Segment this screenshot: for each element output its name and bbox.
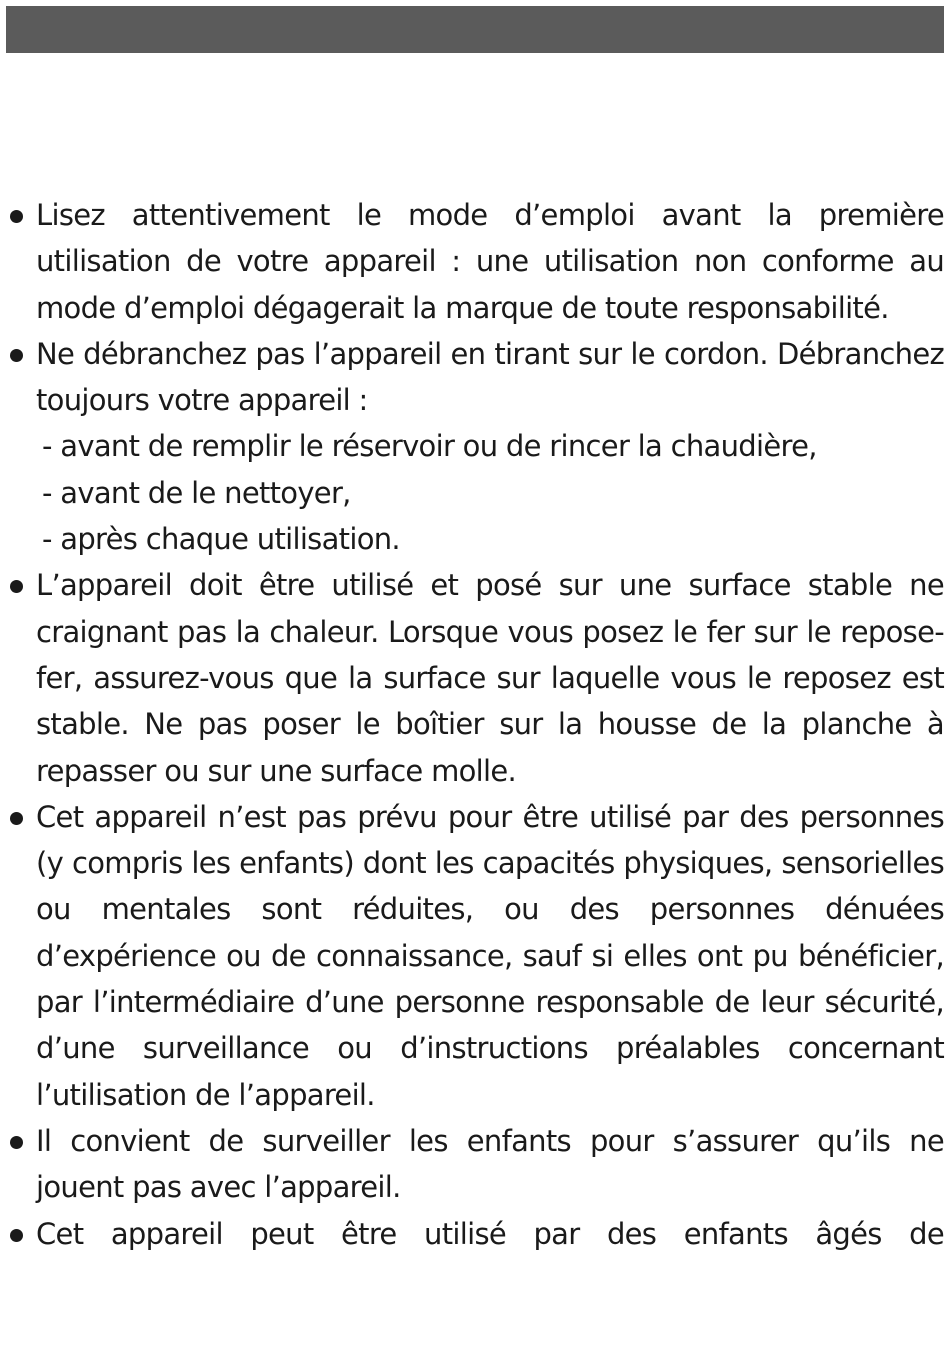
bullet-icon [10,580,23,593]
bullet-icon [10,349,23,362]
list-item [8,1118,944,1211]
list-item-text: Ne débranchez pas l’appareil en tirant sur le cordon. Débranchez toujours votre appareil : [36,336,944,418]
list-item-text: Cet appareil peut être utilisé par des enfants âgés de [36,1216,944,1251]
safety-instructions-list [8,192,944,1257]
list-item [8,794,944,1118]
sub-item: - après chaque utilisation. [42,522,400,557]
header-bar [6,6,944,53]
bullet-icon [10,1136,23,1149]
sub-item: - avant de le nettoyer, [42,475,351,510]
list-item [8,1211,944,1257]
list-item-text: Cet appareil n’est pas prévu pour être utilisé par des personnes (y compris les enfants) dont les capacités physiques, sensorielles ou mentales sont réduites, ou des personnes dénuées d’expérience ou de connaissance, sauf si elles ont pu bénéficier, par l’intermédiaire d’une personne responsable de leur sécurité, d’une surveillance ou d’instructions préalables concernant l’utilisation de l’appareil. [36,799,944,1112]
list-item [8,562,944,793]
sub-item: - avant de remplir le réservoir ou de rincer la chaudière, [42,429,817,464]
list-item [8,331,944,562]
bullet-icon [10,210,23,223]
bullet-icon [10,812,23,825]
bullet-icon [10,1229,23,1242]
list-item [8,192,944,331]
list-item-text: Lisez attentivement le mode d’emploi avant la première utilisation de votre appareil : une utilisation non conforme au mode d’emploi dégagerait la marque de toute responsabilité. [36,198,944,325]
list-item-text: Il convient de surveiller les enfants pour s’assurer qu’ils ne jouent pas avec l’appareil. [36,1123,944,1205]
list-item-text: L’appareil doit être utilisé et posé sur une surface stable ne craignant pas la chaleur. Lorsque vous posez le fer sur le repose-fer, assurez-vous que la surface sur laquelle vous le reposez est stable. Ne pas poser le boîtier sur la housse de la planche à repasser ou sur une surface molle. [36,568,944,788]
